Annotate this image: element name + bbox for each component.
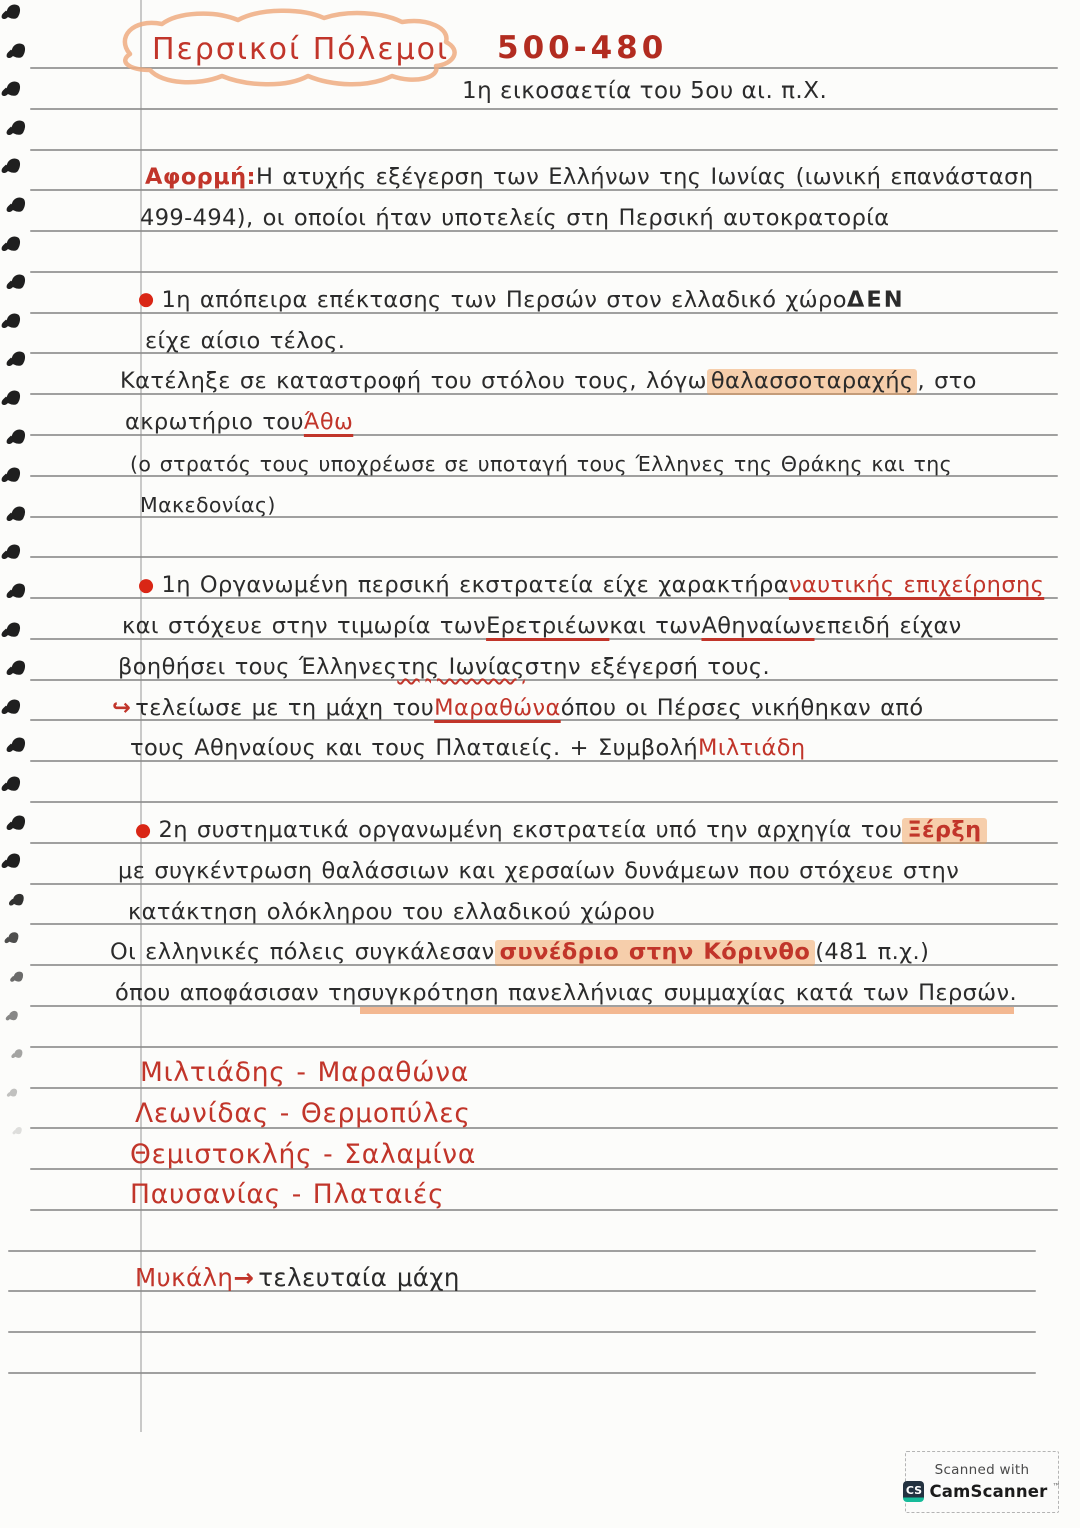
text-run: με συγκέντρωση θαλάσσιων και χερσαίων δυνάμεων που στόχευε στην [118,857,960,884]
campaign1-line-4 [125,400,353,436]
text-run: Κατέληξε σε καταστροφή του στόλου τους, λόγω [120,368,707,395]
spiral-binding-mark [4,851,23,870]
text-run: βοηθήσει τους Έλληνες [118,653,398,680]
spiral-binding-mark [4,542,23,561]
text-run: Η ατυχής εξέγερση των Ελλήνων της Ιωνίας (ιωνική επανάσταση [255,164,1034,191]
text-run: Ερετριέων [486,613,610,640]
spiral-binding-mark [4,79,23,98]
campaign3-line-5 [115,971,1017,1007]
panhellenic-alliance-term: συγκρότηση πανελλήνιας συμμαχίας κατά των Περσών. [356,980,1018,1007]
spiral-binding-mark [9,426,28,445]
ruled-line [8,1331,1036,1333]
campaign2-line-1 [138,563,1044,599]
spiral-binding-mark [9,812,28,831]
xerxes-term: Ξέρξη [902,818,986,844]
campaign2-line-4 [112,685,924,721]
campaign1-line-2 [145,318,345,354]
text-run: Μακεδονίας) [140,493,276,518]
ruled-line [30,1046,1058,1048]
text-run: ακρωτήριο του [125,409,304,436]
cause-line-1 [145,155,1033,191]
spiral-binding-mark [4,774,23,793]
campaign3-line-3 [128,889,655,925]
spiral-binding-mark [9,118,28,137]
watermark-scanned-with: Scanned with [934,1462,1030,1478]
spiral-binding-mark [4,465,23,484]
page-title: Περσικοί Πόλεμοι [152,32,450,67]
watermark-brand-row [903,1481,1060,1502]
campaign1-note-1 [130,441,952,477]
campaign2-line-3 [118,645,770,681]
campaign1-line-1 [138,278,905,314]
bullet-icon: ● [138,574,155,596]
ruled-line [8,1372,1036,1374]
text-run: Μιλτιάδης - Μαραθώνα [140,1057,470,1089]
title-dates: 500-480 [497,30,668,66]
campaign2-line-5 [130,726,806,762]
spiral-binding-mark [7,931,21,946]
text-run: (481 π.χ.) [815,939,930,966]
ruled-line [30,149,1058,151]
ruled-line [30,108,1058,110]
trademark-symbol: ™ [1052,1482,1061,1491]
corinth-congress-term: συνέδριο στην Κόρινθο [495,940,816,966]
text-run: , στο [917,368,977,395]
text-run: 499-494), οι οποίοι ήταν υποτελείς στη Περσική αυτοκρατορία [140,205,890,232]
ruled-line [30,801,1058,803]
mycale-term: Μυκάλη [135,1263,234,1293]
text-run: τελείωσε με τη μάχη του [135,694,435,721]
text-run: 1η Οργανωμένη περσική εκστρατεία είχε χαρακτήρα [161,572,789,599]
text-run: είχε αίσιο τέλος. [145,327,346,354]
leader-battle-1 [140,1053,469,1089]
spiral-binding-mark [9,349,28,368]
spiral-binding-mark [14,1126,23,1136]
ruled-line [30,556,1058,558]
mycale-line [135,1256,460,1292]
ruled-line [30,67,1058,69]
text-run: Λεωνίδας - Θερμοπύλες [135,1097,471,1129]
cause-label: Αφορμή: [145,164,256,191]
leader-battle-2 [135,1093,471,1129]
text-run: τους Αθηναίους και τους Πλαταιείς. + Συμβολή [130,735,699,762]
highlighted-term: θαλασσοταραχής [707,369,918,395]
campaign2-line-2 [122,604,962,640]
text-run: Οι ελληνικές πόλεις συγκάλεσαν [110,939,495,966]
text-run: 1η απόπειρα επέκτασης των Περσών στον ελλαδικό χώρο [161,286,847,313]
spiral-binding-mark [7,1009,19,1022]
spiral-binding-mark [9,504,28,523]
text-run: κατάκτηση ολόκληρου του ελλαδικού χώρου [128,898,656,925]
ruled-line [30,271,1058,273]
arrow-icon: ↪ [112,694,132,721]
campaign3-line-4 [110,930,929,966]
marathon-term: Μαραθώνα [434,694,561,721]
text-run: ΔΕΝ [846,286,905,313]
athos-term: Άθω [303,409,354,436]
leader-battle-4 [130,1175,445,1211]
text-run: και στόχευε στην τιμωρία των [122,613,487,640]
spiral-binding-mark [4,697,23,716]
text-run: όπου οι Πέρσες νικήθηκαν από [560,694,924,721]
leader-battle-3 [130,1134,476,1170]
text-run: Αθηναίων [701,613,815,640]
spiral-binding-mark [11,892,26,907]
text-run: (ο στρατός τους υποχρέωσε σε υποταγή τους Έλληνες της Θράκης και της [130,452,953,477]
text-run: και των [609,613,702,640]
spiral-binding-mark [9,40,28,59]
text-run: 2η συστηματικά οργανωμένη εκστρατεία υπό την αρχηγία του [158,816,903,843]
campaign1-line-3 [120,359,977,395]
spiral-binding-mark [8,1087,18,1098]
spiral-binding-mark [9,581,28,600]
text-run: Θεμιστοκλής - Σαλαμίνα [130,1138,477,1170]
spiral-binding-mark [12,970,25,984]
spiral-binding-mark [4,2,23,21]
spiral-binding-mark [9,195,28,214]
bullet-icon: ● [138,289,155,311]
spiral-binding-mark [13,1048,24,1060]
campaign3-line-1 [135,808,987,844]
spiral-binding-mark [9,272,28,291]
text-run: τελευταία μάχη [258,1263,460,1293]
spiral-binding-mark [4,311,23,330]
spiral-binding-mark [4,233,23,252]
spiral-binding-mark [9,658,28,677]
camscanner-watermark [905,1451,1059,1513]
spiral-binding-mark [4,156,23,175]
page-subtitle: 1η εικοσαετία του 5ου αι. π.Χ. [462,78,828,104]
spiral-binding-mark [4,619,23,638]
text-run: επειδή είχαν [814,613,962,640]
bullet-icon: ● [135,819,152,841]
miltiades-term: Μιλτιάδη [698,735,806,762]
arrow-icon: → [233,1263,255,1293]
spiral-binding-mark [4,388,23,407]
watermark-brand: CamScanner [929,1482,1048,1501]
campaign3-line-2 [118,849,959,885]
text-run: Παυσανίας - Πλαταιές [130,1179,445,1211]
camscanner-logo-icon: CS [903,1481,924,1502]
spiral-binding-mark [9,735,28,754]
text-run: όπου αποφάσισαν τη [115,980,357,1007]
naval-operation-term: ναυτικής επιχείρησης [788,572,1045,599]
text-run: της Ιωνίας [397,653,525,680]
text-run: στην εξέγερσή τους. [524,653,771,680]
campaign1-note-2 [140,482,276,518]
cause-line-2 [140,196,890,232]
ruled-line [8,1250,1036,1252]
